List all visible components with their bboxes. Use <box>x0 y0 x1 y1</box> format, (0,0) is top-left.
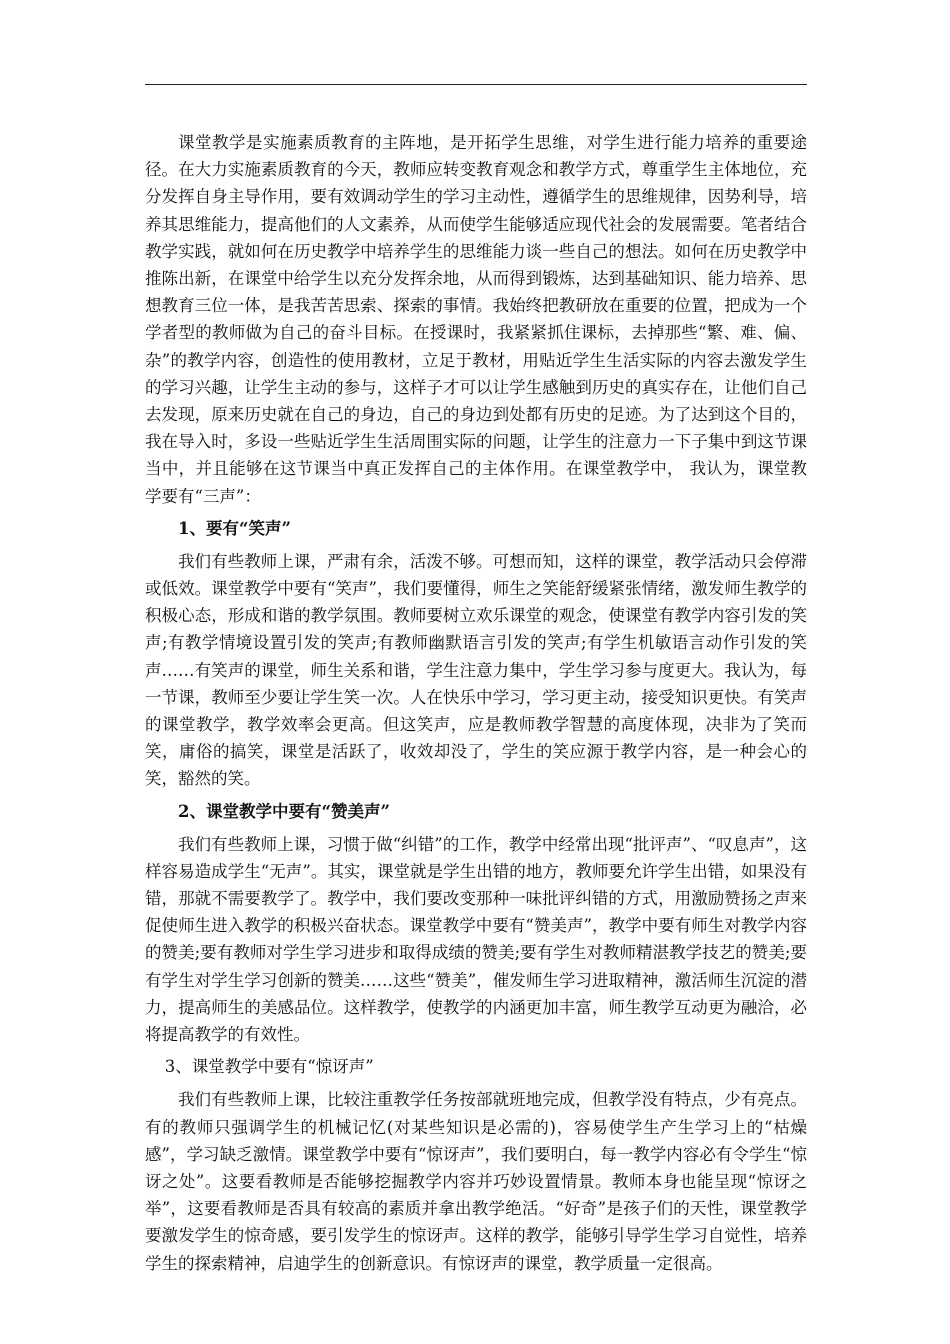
section-heading-praise: 2、课堂教学中要有“赞美声” <box>178 801 390 821</box>
section-body-surprise: 我们有些教师上课，比较注重教学任务按部就班地完成，但教学没有特点，少有亮点。有的教师只强调学生的机械记忆(对某些知识是必需的)，容易使学生产生学习上的“枯燥感”，学习缺乏激情。课堂教学中要有“惊讶声”，我们要明白，每一教学内容必有令学生“惊讶之处”。这要看教师是否能够挖掘教学内容并巧妙设置情景。教师本身也能呈现“惊讶之举”，这要看教师是否具有较高的素质并拿出教学绝活。“好奇”是孩子们的天性，课堂教学要激发学生的惊奇感，要引发学生的惊讶声。这样的教学，能够引导学生学习自觉性，培养学生的探索精神，启迪学生的创新意识。有惊讶声的课堂，教学质量一定很高。 <box>145 1090 807 1273</box>
header-rule <box>145 84 807 85</box>
document-body <box>145 129 807 1277</box>
section-heading-laughter: 1、要有“笑声” <box>178 518 291 538</box>
intro-paragraph: 课堂教学是实施素质教育的主阵地，是开拓学生思维，对学生进行能力培养的重要途径。在大力实施素质教育的今天，教师应转变教育观念和教学方式，尊重学生主体地位，充分发挥自身主导作用，要有效调动学生的学习主动性，遵循学生的思维规律，因势利导，培养其思维能力，提高他们的人文素养，从而使学生能够适应现代社会的发展需要。笔者结合教学实践，就如何在历史教学中培养学生的思维能力谈一些自己的想法。如何在历史教学中推陈出新，在课堂中给学生以充分发挥余地，从而得到锻炼，达到基础知识、能力培养、思想教育三位一体，是我苦苦思索、探索的事情。我始终把教研放在重要的位置，把成为一个学者型的教师做为自己的奋斗目标。在授课时，我紧紧抓住课标，去掉那些“繁、难、偏、杂”的教学内容，创造性的使用教材，立足于教材，用贴近学生生活实际的内容去激发学生的学习兴趣，让学生主动的参与，这样子才可以让学生感触到历史的真实存在，让他们自己去发现，原来历史就在自己的身边，自己的身边到处都有历史的足迹。为了达到这个目的，我在导入时，多设一些贴近学生生活周围实际的问题，让学生的注意力一下子集中到这节课当中，并且能够在这节课当中真正发挥自己的主体作用。在课堂教学中， 我认为，课堂教学要有“三声”： <box>145 133 807 506</box>
section-body-praise: 我们有些教师上课，习惯于做“纠错”的工作，教学中经常出现“批评声”、“叹息声”，这样容易造成学生“无声”。其实，课堂就是学生出错的地方，教师要允许学生出错，如果没有错，那就不需要教学了。教学中，我们要改变那种一味批评纠错的方式，用激励赞扬之声来促使师生进入教学的积极兴奋状态。课堂教学中要有“赞美声”，教学中要有师生对教学内容的赞美;要有教师对学生学习进步和取得成绩的赞美;要有学生对教师精湛教学技艺的赞美;要有学生对学生学习创新的赞美……这些“赞美”，催发师生学习进取精神，激活师生沉淀的潜力，提高师生的美感品位。这样教学，使教学的内涵更加丰富，师生教学互动更为融洽，必将提高教学的有效性。 <box>145 834 807 1045</box>
section-heading-surprise: 3、课堂教学中要有“惊讶声” <box>164 1057 374 1077</box>
section-body-laughter: 我们有些教师上课，严肃有余，活泼不够。可想而知，这样的课堂，教学活动只会停滞或低效。课堂教学中要有“笑声”，我们要懂得，师生之笑能舒缓紧张情绪，激发师生教学的积极心态，形成和谐的教学氛围。教师要树立欢乐课堂的观念，使课堂有教学内容引发的笑声;有教学情境设置引发的笑声;有教师幽默语言引发的笑声;有学生机敏语言动作引发的笑声……有笑声的课堂，师生关系和谐，学生注意力集中，学生学习参与度更大。我认为，每一节课，教师至少要让学生笑一次。人在快乐中学习，学习更主动，接受知识更快。有笑声的课堂教学，教学效率会更高。但这笑声，应是教师教学智慧的高度体现，决非为了笑而笑，庸俗的搞笑，课堂是活跃了，收效却没了，学生的笑应源于教学内容，是一种会心的笑，豁然的笑。 <box>145 551 807 789</box>
